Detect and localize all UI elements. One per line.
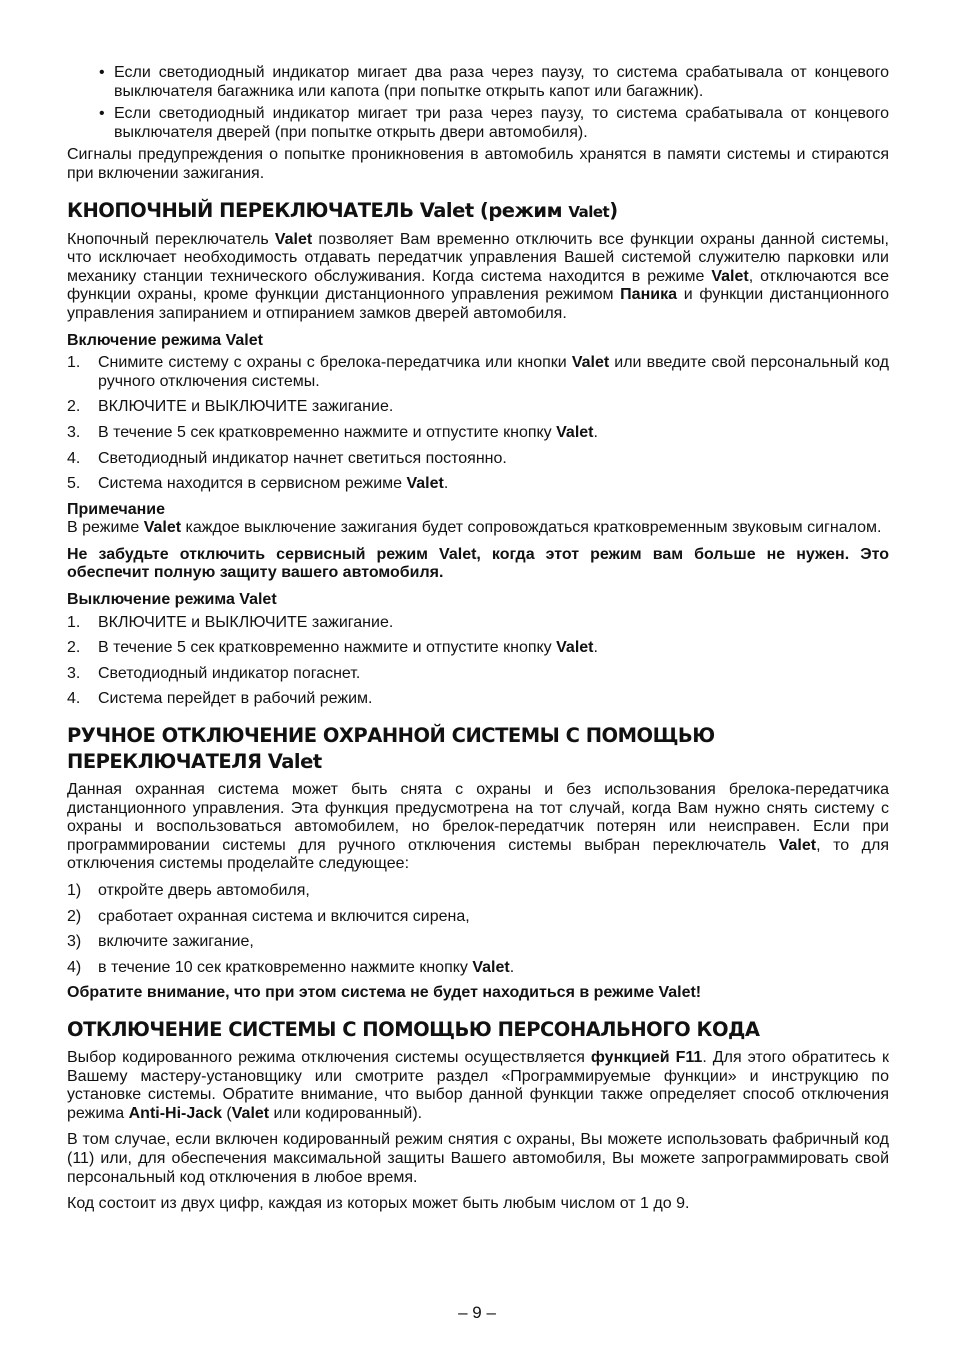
bullet-icon: •	[99, 64, 105, 81]
bullet-icon: •	[99, 105, 105, 123]
list-item: 3. В течение 5 сек кратковременно нажмите и отпустите кнопку Valet.	[67, 423, 598, 441]
list-item: 1. Снимите систему с охраны с брелока-передатчика или кнопки Valet или введите свой персональный код ручного отключения системы.	[67, 354, 890, 390]
personal-code-paragraph-1: Выбор кодированного режима отключения системы осуществляется функцией F11. Для этого обратитесь к Вашему мастеру-установщику или смотрите раздел «Программируемые функции» и инструкцию по установке системы. Обратите внимание, что выбор данной функции также определяет способ отключения режима Anti-Hi-Jack (Valet или кодированный).	[67, 1048, 889, 1122]
list-item: 2. В течение 5 сек кратковременно нажмите и отпустите кнопку Valet.	[67, 639, 598, 657]
list-item: 4. Светодиодный индикатор начнет светиться постоянно.	[67, 449, 507, 467]
list-item: 2. ВКЛЮЧИТЕ и ВЫКЛЮЧИТЕ зажигание.	[67, 398, 394, 416]
list-item: 5. Система находится в сервисном режиме Valet.	[67, 475, 449, 493]
valet-description: Кнопочный переключатель Valet позволяет Вам временно отключить все функции охраны данной системы, что исключает необходимость отдавать передатчик управления Вашей системой служителю парковки или механику станции технического обслуживания. Когда система находится в режиме Valet, отключаются все функции охраны, кроме функции дистанционного управления режимом Паника и функции дистанционного управления запиранием и отпиранием замков дверей автомобиля.	[67, 230, 889, 322]
section-heading-personal-code: ОТКЛЮЧЕНИЕ СИСТЕМЫ С ПОМОЩЬЮ ПЕРСОНАЛЬНОГО КОДА	[67, 1017, 760, 1041]
enable-valet-title: Включение режима Valet	[67, 331, 263, 349]
section-heading-manual-disarm: РУЧНОЕ ОТКЛЮЧЕНИЕ ОХРАННОЙ СИСТЕМЫ С ПОМОЩЬЮ ПЕРЕКЛЮЧАТЕЛЯ Valet	[67, 724, 715, 774]
disable-valet-title: Выключение режима Valet	[67, 591, 277, 609]
bullet-item: • Если светодиодный индикатор мигает два раза через паузу, то система срабатывала от концевого выключателя багажника или капота (при попытке открыть капот или багажник).	[99, 64, 889, 100]
note-title: Примечание	[67, 500, 166, 518]
manual-disarm-steps	[67, 882, 889, 977]
enable-valet-steps	[67, 354, 889, 494]
page-number: – 9 –	[458, 1303, 496, 1322]
manual-disarm-description: Данная охранная система может быть снята с охраны и без использования брелока-передатчика дистанционного управления. Эта функция предусмотрена на тот случай, когда Вам нужно снять систему с охраны и воспользоваться автомобилем, но брелок-передатчик потерян или неисправен. Если при программировании системы для ручного отключения системы выбран переключатель Valet, то для отключения системы проделайте следующее:	[67, 781, 889, 873]
bullet-item: • Если светодиодный индикатор мигает три раза через паузу, то система срабатывала от концевого выключателя дверей (при попытке открыть двери автомобиля).	[99, 105, 889, 141]
personal-code-paragraph-3: Код состоит из двух цифр, каждая из которых может быть любым числом от 1 до 9.	[67, 1195, 690, 1213]
valet-warning: Не забудьте отключить сервисный режим Valet, когда этот режим вам больше не нужен. Это обеспечит полную защиту вашего автомобиля.	[67, 545, 889, 582]
disable-valet-steps	[67, 614, 889, 709]
list-item: 1) откройте дверь автомобиля,	[67, 882, 310, 899]
list-item: 3) включите зажигание,	[67, 933, 254, 951]
manual-disarm-warning: Обратите внимание, что при этом система не будет находиться в режиме Valet!	[67, 984, 702, 1002]
intro-paragraph: Сигналы предупреждения о попытке проникновения в автомобиль хранятся в памяти системы и стираются при включении зажигания.	[67, 146, 889, 182]
list-item: 2) сработает охранная система и включится сирена,	[67, 907, 470, 925]
page-content	[67, 64, 889, 1222]
section-heading-valet-button: КНОПОЧНЫЙ ПЕРЕКЛЮЧАТЕЛЬ Valet (режим Valet)	[67, 198, 618, 222]
list-item: 3. Светодиодный индикатор погаснет.	[67, 664, 361, 682]
list-item: 4. Система перейдет в рабочий режим.	[67, 690, 373, 708]
personal-code-paragraph-2: В том случае, если включен кодированный режим снятия с охраны, Вы можете использовать фабричный код (11) или, для обеспечения максимальной защиты Вашего автомобиля, Вы можете запрограммировать свой персональный код отключения в любое время.	[67, 1131, 889, 1186]
note-paragraph: В режиме Valet каждое выключение зажигания будет сопровождаться кратковременным звуковым сигналом.	[67, 519, 882, 537]
list-item: 4) в течение 10 сек кратковременно нажмите кнопку Valet.	[67, 958, 515, 976]
list-item: 1. ВКЛЮЧИТЕ и ВЫКЛЮЧИТЕ зажигание.	[67, 613, 394, 631]
